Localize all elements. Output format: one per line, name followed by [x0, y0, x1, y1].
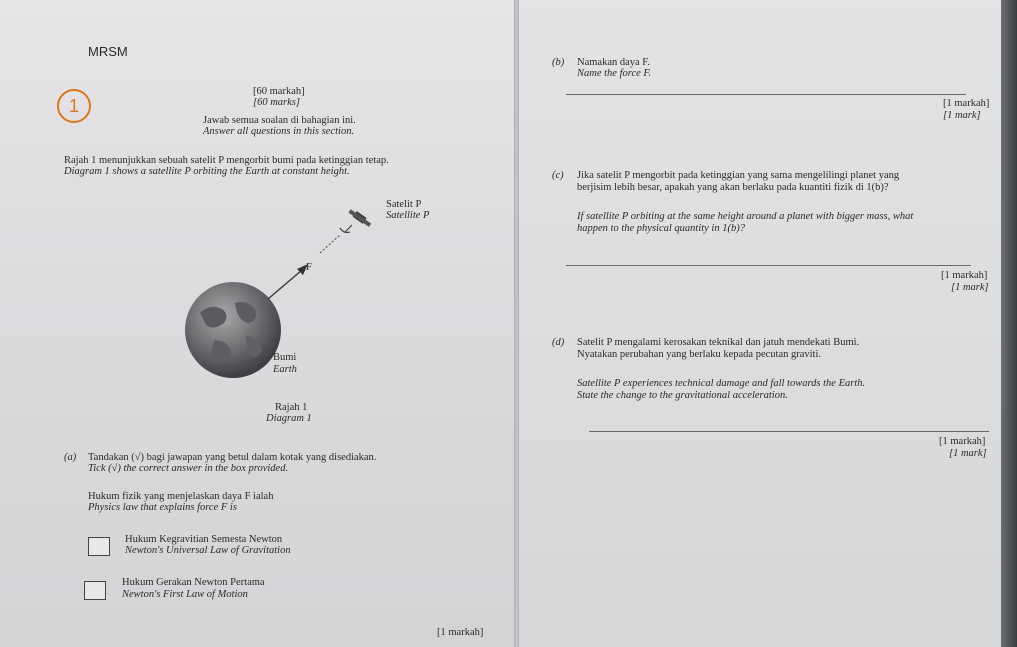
earth-label-ms: Bumi [273, 352, 297, 363]
part-c-line1-en: If satellite P orbiting at the same height around a planet with bigger mass, what [577, 211, 914, 222]
instruction-en: Answer all questions in this section. [203, 126, 355, 137]
option-2-checkbox[interactable] [84, 581, 106, 600]
part-d-label: (d) [552, 337, 565, 348]
instruction-ms: Jawab semua soalan di bahagian ini. [203, 115, 356, 126]
part-c-label: (c) [552, 170, 564, 181]
option-2-text-ms: Hukum Gerakan Newton Pertama [122, 577, 265, 588]
part-a-label: (a) [64, 452, 77, 463]
satellite-icon [340, 209, 371, 232]
part-a-text-en: Tick (√) the correct answer in the box provided. [88, 463, 289, 474]
part-c-marks-ms: [1 markah] [941, 270, 988, 281]
force-label: F [306, 262, 312, 273]
part-c-line2-ms: berjisim lebih besar, apakah yang akan berlaku pada kuantiti fizik di 1(b)? [577, 182, 889, 193]
part-c-marks-en: [1 mark] [951, 282, 989, 293]
satellite-label-ms: Satelit P [386, 199, 422, 210]
satellite-label-en: Satellite P [386, 210, 430, 221]
part-b-text-ms: Namakan daya F. [577, 57, 650, 68]
part-b-label: (b) [552, 57, 565, 68]
part-c-answer-line[interactable] [566, 265, 971, 266]
part-a-text-ms: Tandakan (√) bagi jawapan yang betul dalam kotak yang disediakan. [88, 452, 377, 463]
school-header: MRSM [88, 44, 128, 59]
part-d-line1-ms: Satelit P mengalami kerosakan teknikal dan jatuh mendekati Bumi. [577, 337, 860, 348]
orbit-trace [320, 235, 340, 253]
part-d-line1-en: Satellite P experiences technical damage and fall towards the Earth. [577, 378, 866, 389]
option-1-text-en: Newton's Universal Law of Gravitation [125, 545, 291, 556]
part-d-marks-ms: [1 markah] [939, 436, 986, 447]
part-a-prompt-en: Physics law that explains force F is [88, 502, 237, 513]
part-c-line2-en: happen to the physical quantity in 1(b)? [577, 223, 745, 234]
option-1-text-ms: Hukum Kegravitian Semesta Newton [125, 534, 283, 545]
photo-dark-edge [1000, 0, 1017, 647]
option-1-checkbox[interactable] [88, 537, 110, 556]
part-d-marks-en: [1 mark] [949, 448, 987, 459]
part-a-prompt-ms: Hukum fizik yang menjelaskan daya F ialah [88, 491, 274, 502]
question-number-badge: 1 [57, 89, 91, 123]
part-b-marks-en: [1 mark] [943, 110, 981, 121]
part-b-text-en: Name the force F. [577, 68, 652, 79]
part-b-marks-ms: [1 markah] [943, 98, 990, 109]
diagram-description-ms: Rajah 1 menunjukkan sebuah satelit P mengorbit bumi pada ketinggian tetap. [64, 155, 389, 166]
part-d-line2-en: State the change to the gravitational acceleration. [577, 390, 788, 401]
section-marks-ms: [60 markah] [253, 86, 305, 97]
part-b-answer-line[interactable] [566, 94, 966, 95]
option-2-text-en: Newton's First Law of Motion [122, 589, 248, 600]
section-marks-en: [60 marks] [253, 97, 300, 108]
part-c-line1-ms: Jika satelit P mengorbit pada ketinggian yang sama mengelilingi planet yang [577, 170, 900, 181]
diagram-description-en: Diagram 1 shows a satellite P orbiting the Earth at constant height. [64, 166, 350, 177]
part-d-answer-line[interactable] [589, 431, 989, 432]
earth-label-en: Earth [273, 364, 297, 375]
part-a-marks: [1 markah] [437, 627, 484, 638]
force-line [268, 270, 302, 299]
right-page [519, 0, 1001, 647]
earth-globe [185, 282, 281, 378]
diagram-caption-en: Diagram 1 [266, 413, 312, 424]
diagram-caption-ms: Rajah 1 [275, 402, 308, 413]
part-d-line2-ms: Nyatakan perubahan yang berlaku kepada pecutan graviti. [577, 349, 822, 360]
